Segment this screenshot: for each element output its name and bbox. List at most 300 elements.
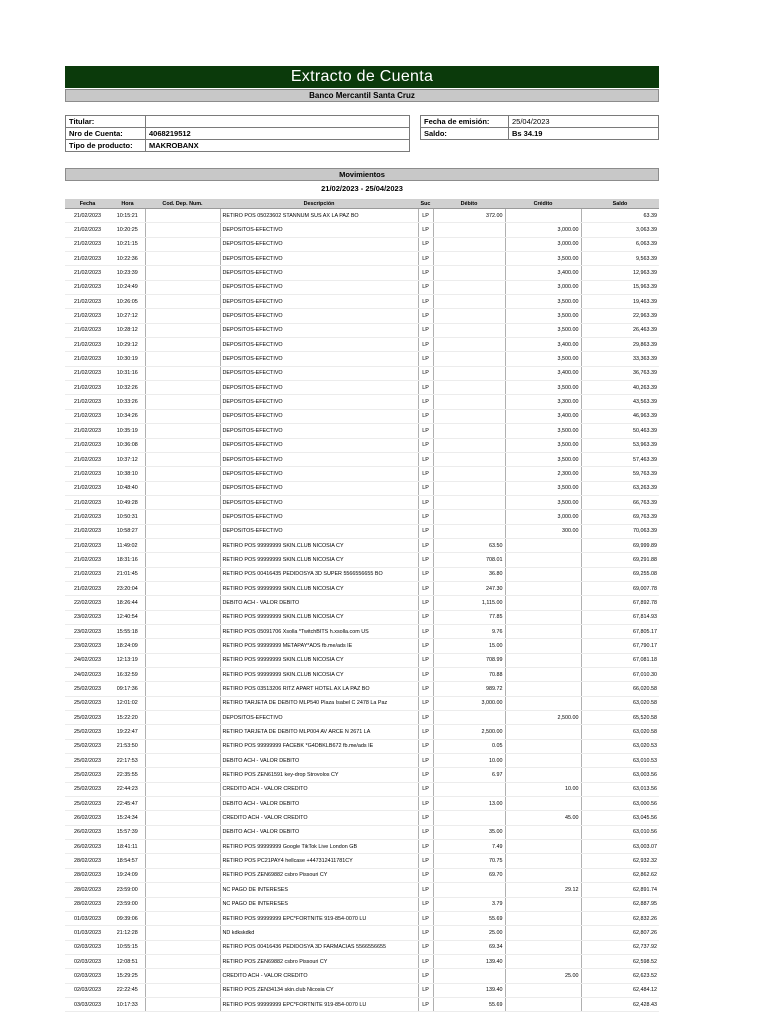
cell-fecha: 28/02/2023 (65, 883, 110, 897)
cell-descripcion: RETIRO POS ZEN69882 csbro Pissouri CY (220, 954, 418, 968)
table-row (65, 309, 659, 323)
cell-cod-dep (145, 610, 220, 624)
cell-cod-dep (145, 538, 220, 552)
cell-hora: 19:22:47 (110, 725, 145, 739)
cell-debito (433, 495, 505, 509)
cell-fecha: 21/02/2023 (65, 252, 110, 266)
cell-descripcion: DEPOSITOS-EFECTIVO (220, 409, 418, 423)
cell-hora: 12:40:54 (110, 610, 145, 624)
cell-debito (433, 883, 505, 897)
table-row (65, 252, 659, 266)
cell-cod-dep (145, 280, 220, 294)
cell-debito (433, 295, 505, 309)
table-row (65, 409, 659, 423)
cell-descripcion: DEPOSITOS-EFECTIVO (220, 524, 418, 538)
cell-cod-dep (145, 696, 220, 710)
table-row (65, 840, 659, 854)
cell-credito (505, 682, 581, 696)
product-type-value: MAKROBANX (146, 140, 410, 152)
cell-cod-dep (145, 825, 220, 839)
cell-credito: 3,500.00 (505, 438, 581, 452)
cell-hora: 12:13:19 (110, 653, 145, 667)
cell-suc: LP (418, 424, 433, 438)
cell-fecha: 24/02/2023 (65, 668, 110, 682)
cell-credito: 3,400.00 (505, 366, 581, 380)
cell-debito (433, 438, 505, 452)
cell-saldo: 67,892.78 (581, 596, 659, 610)
table-row (65, 926, 659, 940)
cell-suc: LP (418, 940, 433, 954)
cell-cod-dep (145, 624, 220, 638)
cell-suc: LP (418, 467, 433, 481)
cell-fecha: 23/02/2023 (65, 639, 110, 653)
cell-debito (433, 366, 505, 380)
cell-credito: 3,500.00 (505, 481, 581, 495)
bank-name: Banco Mercantil Santa Cruz (65, 89, 659, 102)
cell-suc: LP (418, 553, 433, 567)
cell-suc: LP (418, 352, 433, 366)
cell-suc: LP (418, 538, 433, 552)
cell-fecha: 21/02/2023 (65, 395, 110, 409)
cell-descripcion: DEPOSITOS-EFECTIVO (220, 495, 418, 509)
table-row (65, 467, 659, 481)
cell-hora: 10:35:19 (110, 424, 145, 438)
col-credito: Crédito (505, 199, 581, 209)
cell-cod-dep (145, 395, 220, 409)
table-row (65, 280, 659, 294)
cell-descripcion: DEPOSITOS-EFECTIVO (220, 352, 418, 366)
cell-hora: 10:34:26 (110, 409, 145, 423)
cell-hora: 10:55:15 (110, 940, 145, 954)
cell-suc: LP (418, 997, 433, 1011)
cell-fecha: 26/02/2023 (65, 811, 110, 825)
cell-fecha: 21/02/2023 (65, 538, 110, 552)
cell-hora: 11:49:02 (110, 538, 145, 552)
cell-saldo: 67,790.17 (581, 639, 659, 653)
table-row (65, 868, 659, 882)
cell-suc: LP (418, 237, 433, 251)
cell-cod-dep (145, 911, 220, 925)
cell-saldo: 63,010.53 (581, 754, 659, 768)
cell-cod-dep (145, 782, 220, 796)
col-debito: Débito (433, 199, 505, 209)
col-suc: Suc (418, 199, 433, 209)
cell-saldo: 63.39 (581, 209, 659, 223)
cell-credito (505, 538, 581, 552)
table-row (65, 883, 659, 897)
cell-saldo: 62,737.92 (581, 940, 659, 954)
cell-credito: 3,500.00 (505, 452, 581, 466)
cell-hora: 10:49:28 (110, 495, 145, 509)
cell-cod-dep (145, 739, 220, 753)
cell-hora: 22:45:47 (110, 797, 145, 811)
cell-hora: 10:15:21 (110, 209, 145, 223)
cell-suc: LP (418, 624, 433, 638)
table-row (65, 911, 659, 925)
cell-hora: 10:37:12 (110, 452, 145, 466)
cell-fecha: 21/02/2023 (65, 524, 110, 538)
cell-saldo: 62,891.74 (581, 883, 659, 897)
titular-value (146, 116, 410, 128)
col-descripcion: Descripción (220, 199, 418, 209)
table-row (65, 668, 659, 682)
table-row (65, 768, 659, 782)
cell-saldo: 70,063.39 (581, 524, 659, 538)
cell-debito (433, 395, 505, 409)
cell-suc: LP (418, 854, 433, 868)
cell-suc: LP (418, 668, 433, 682)
cell-suc: LP (418, 295, 433, 309)
table-header-row (65, 199, 659, 209)
cell-descripcion: DEPOSITOS-EFECTIVO (220, 266, 418, 280)
cell-cod-dep (145, 467, 220, 481)
cell-hora: 09:39:06 (110, 911, 145, 925)
cell-suc: LP (418, 510, 433, 524)
statement-title: Extracto de Cuenta (65, 66, 659, 88)
cell-fecha: 22/02/2023 (65, 596, 110, 610)
cell-saldo: 33,363.39 (581, 352, 659, 366)
transactions-body (65, 209, 659, 1012)
cell-descripcion: RETIRO POS 99999999 SKIN.CLUB NICOSIA CY (220, 653, 418, 667)
cell-hora: 18:41:11 (110, 840, 145, 854)
cell-descripcion: DEPOSITOS-EFECTIVO (220, 467, 418, 481)
cell-suc: LP (418, 266, 433, 280)
cell-cod-dep (145, 969, 220, 983)
cell-hora: 10:28:12 (110, 323, 145, 337)
cell-saldo: 62,598.52 (581, 954, 659, 968)
cell-fecha: 25/02/2023 (65, 725, 110, 739)
cell-cod-dep (145, 997, 220, 1011)
cell-credito: 3,500.00 (505, 252, 581, 266)
cell-credito (505, 581, 581, 595)
cell-cod-dep (145, 897, 220, 911)
cell-debito: 1,115.00 (433, 596, 505, 610)
cell-suc: LP (418, 209, 433, 223)
cell-saldo: 63,010.56 (581, 825, 659, 839)
cell-debito (433, 223, 505, 237)
cell-descripcion: DEPOSITOS-EFECTIVO (220, 381, 418, 395)
table-row (65, 782, 659, 796)
cell-descripcion: DEBITO ACH - VALOR DEBITO (220, 797, 418, 811)
cell-descripcion: DEPOSITOS-EFECTIVO (220, 452, 418, 466)
cell-suc: LP (418, 983, 433, 997)
cell-debito (433, 711, 505, 725)
cell-suc: LP (418, 911, 433, 925)
cell-credito: 3,500.00 (505, 352, 581, 366)
cell-debito: 708.99 (433, 653, 505, 667)
cell-debito (433, 467, 505, 481)
cell-fecha: 21/02/2023 (65, 409, 110, 423)
cell-cod-dep (145, 424, 220, 438)
cell-saldo: 62,862.62 (581, 868, 659, 882)
cell-fecha: 26/02/2023 (65, 825, 110, 839)
cell-saldo: 53,963.39 (581, 438, 659, 452)
cell-cod-dep (145, 309, 220, 323)
cell-saldo: 63,020.58 (581, 696, 659, 710)
cell-cod-dep (145, 725, 220, 739)
cell-hora: 16:32:59 (110, 668, 145, 682)
table-row (65, 223, 659, 237)
cell-suc: LP (418, 696, 433, 710)
cell-descripcion: RETIRO POS 99999999 FACEBK *G4DBKLB672 fb.me/ads IE (220, 739, 418, 753)
cell-suc: LP (418, 969, 433, 983)
cell-hora: 15:57:39 (110, 825, 145, 839)
cell-credito: 29.12 (505, 883, 581, 897)
issue-date-label: Fecha de emisión: (421, 116, 509, 128)
cell-saldo: 12,963.39 (581, 266, 659, 280)
cell-hora: 23:59:00 (110, 883, 145, 897)
cell-saldo: 62,807.26 (581, 926, 659, 940)
cell-hora: 15:29:25 (110, 969, 145, 983)
cell-credito: 3,400.00 (505, 409, 581, 423)
cell-saldo: 63,045.56 (581, 811, 659, 825)
cell-debito: 989.72 (433, 682, 505, 696)
cell-saldo: 69,763.39 (581, 510, 659, 524)
cell-hora: 12:01:02 (110, 696, 145, 710)
cell-debito: 36.80 (433, 567, 505, 581)
cell-credito: 3,500.00 (505, 323, 581, 337)
table-row (65, 639, 659, 653)
cell-hora: 23:20:04 (110, 581, 145, 595)
table-row (65, 338, 659, 352)
cell-fecha: 01/03/2023 (65, 911, 110, 925)
cell-fecha: 21/02/2023 (65, 495, 110, 509)
cell-fecha: 21/02/2023 (65, 581, 110, 595)
cell-descripcion: RETIRO TARJETA DE DEBITO MLP540 Plaza Isabel C 2478 La Paz (220, 696, 418, 710)
cell-saldo: 63,263.39 (581, 481, 659, 495)
cell-credito (505, 624, 581, 638)
cell-descripcion: NC PAGO DE INTERESES (220, 897, 418, 911)
cell-hora: 10:50:31 (110, 510, 145, 524)
cell-descripcion: RETIRO POS 99999999 SKIN.CLUB NICOSIA CY (220, 581, 418, 595)
table-row (65, 323, 659, 337)
cell-saldo: 3,063.39 (581, 223, 659, 237)
cell-debito: 69.34 (433, 940, 505, 954)
cell-fecha: 21/02/2023 (65, 338, 110, 352)
cell-debito: 139.40 (433, 954, 505, 968)
cell-cod-dep (145, 926, 220, 940)
cell-saldo: 67,805.17 (581, 624, 659, 638)
cell-descripcion: RETIRO POS 99999999 METAPAY*ADS fb.me/ads IE (220, 639, 418, 653)
table-row (65, 797, 659, 811)
cell-debito (433, 323, 505, 337)
cell-cod-dep (145, 381, 220, 395)
cell-debito (433, 524, 505, 538)
cell-credito: 3,500.00 (505, 295, 581, 309)
cell-descripcion: DEPOSITOS-EFECTIVO (220, 424, 418, 438)
cell-credito: 25.00 (505, 969, 581, 983)
cell-hora: 22:35:55 (110, 768, 145, 782)
cell-suc: LP (418, 395, 433, 409)
cell-credito (505, 911, 581, 925)
cell-fecha: 21/02/2023 (65, 352, 110, 366)
table-row (65, 969, 659, 983)
cell-hora: 10:33:26 (110, 395, 145, 409)
product-type-label: Tipo de producto: (66, 140, 146, 152)
movements-header: Movimientos (65, 168, 659, 181)
cell-saldo: 36,763.39 (581, 366, 659, 380)
cell-credito (505, 596, 581, 610)
cell-cod-dep (145, 983, 220, 997)
cell-saldo: 69,255.08 (581, 567, 659, 581)
cell-descripcion: RETIRO POS 99999999 SKIN.CLUB NICOSIA CY (220, 538, 418, 552)
cell-debito (433, 481, 505, 495)
cell-suc: LP (418, 653, 433, 667)
cell-suc: LP (418, 610, 433, 624)
table-row (65, 209, 659, 223)
table-row (65, 854, 659, 868)
cell-debito: 55.69 (433, 997, 505, 1011)
cell-cod-dep (145, 768, 220, 782)
cell-hora: 10:23:39 (110, 266, 145, 280)
cell-descripcion: RETIRO POS 05091706 Xsolla *TwitchBITS h.xsolla.com US (220, 624, 418, 638)
cell-fecha: 21/02/2023 (65, 481, 110, 495)
cell-suc: LP (418, 725, 433, 739)
table-row (65, 295, 659, 309)
cell-debito (433, 409, 505, 423)
cell-fecha: 25/02/2023 (65, 739, 110, 753)
cell-cod-dep (145, 252, 220, 266)
cell-debito: 77.85 (433, 610, 505, 624)
cell-fecha: 28/02/2023 (65, 868, 110, 882)
cell-hora: 10:26:05 (110, 295, 145, 309)
cell-debito (433, 811, 505, 825)
cell-cod-dep (145, 754, 220, 768)
cell-credito (505, 209, 581, 223)
cell-cod-dep (145, 711, 220, 725)
cell-suc: LP (418, 338, 433, 352)
cell-credito (505, 825, 581, 839)
cell-cod-dep (145, 940, 220, 954)
cell-cod-dep (145, 668, 220, 682)
cell-descripcion: CREDITO ACH - VALOR CREDITO (220, 969, 418, 983)
cell-saldo: 63,013.56 (581, 782, 659, 796)
cell-hora: 10:21:15 (110, 237, 145, 251)
cell-hora: 22:22:45 (110, 983, 145, 997)
cell-debito (433, 782, 505, 796)
cell-cod-dep (145, 868, 220, 882)
cell-credito (505, 997, 581, 1011)
cell-saldo: 67,814.93 (581, 610, 659, 624)
cell-saldo: 63,020.58 (581, 725, 659, 739)
cell-hora: 21:53:50 (110, 739, 145, 753)
cell-debito: 63.50 (433, 538, 505, 552)
cell-suc: LP (418, 252, 433, 266)
cell-credito (505, 696, 581, 710)
cell-debito: 3.79 (433, 897, 505, 911)
cell-fecha: 24/02/2023 (65, 653, 110, 667)
cell-saldo: 22,963.39 (581, 309, 659, 323)
cell-descripcion: DEPOSITOS-EFECTIVO (220, 711, 418, 725)
cell-fecha: 25/02/2023 (65, 754, 110, 768)
cell-credito (505, 768, 581, 782)
cell-fecha: 21/02/2023 (65, 438, 110, 452)
cell-credito: 3,000.00 (505, 510, 581, 524)
table-row (65, 352, 659, 366)
table-row (65, 983, 659, 997)
cell-fecha: 28/02/2023 (65, 854, 110, 868)
cell-descripcion: DEBITO ACH - VALOR DEBITO (220, 754, 418, 768)
cell-debito (433, 338, 505, 352)
account-info-left (65, 115, 410, 152)
cell-debito (433, 237, 505, 251)
cell-hora: 23:59:00 (110, 897, 145, 911)
cell-credito: 3,000.00 (505, 280, 581, 294)
cell-saldo: 69,007.78 (581, 581, 659, 595)
cell-suc: LP (418, 381, 433, 395)
cell-fecha: 25/02/2023 (65, 797, 110, 811)
cell-credito: 3,000.00 (505, 237, 581, 251)
cell-descripcion: RETIRO POS 99999999 SKIN.CLUB NICOSIA CY (220, 610, 418, 624)
cell-credito: 3,400.00 (505, 338, 581, 352)
cell-fecha: 21/02/2023 (65, 424, 110, 438)
cell-descripcion: RETIRO POS ZEN69882 csbro Pissouri CY (220, 868, 418, 882)
cell-descripcion: RETIRO POS PC21PAY4 hellcase +447312411781CY (220, 854, 418, 868)
cell-fecha: 02/03/2023 (65, 983, 110, 997)
cell-debito: 55.69 (433, 911, 505, 925)
cell-saldo: 26,463.39 (581, 323, 659, 337)
cell-descripcion: RETIRO POS ZEN34134 skin.club Nicosia CY (220, 983, 418, 997)
cell-saldo: 15,963.39 (581, 280, 659, 294)
table-row (65, 653, 659, 667)
cell-hora: 18:24:09 (110, 639, 145, 653)
cell-credito (505, 854, 581, 868)
cell-credito: 3,500.00 (505, 309, 581, 323)
cell-cod-dep (145, 510, 220, 524)
cell-cod-dep (145, 854, 220, 868)
cell-descripcion: RETIRO POS 00416435 PEDIDOSYA 3D SUPER 5566556655 BO (220, 567, 418, 581)
cell-hora: 22:44:23 (110, 782, 145, 796)
cell-credito (505, 840, 581, 854)
cell-descripcion: RETIRO POS 99999999 Google TikTok Live London GB (220, 840, 418, 854)
table-row (65, 811, 659, 825)
cell-fecha: 21/02/2023 (65, 223, 110, 237)
cell-fecha: 23/02/2023 (65, 610, 110, 624)
table-row (65, 452, 659, 466)
issue-date-value: 25/04/2023 (509, 116, 659, 128)
cell-fecha: 26/02/2023 (65, 840, 110, 854)
balance-label: Saldo: (421, 128, 509, 140)
table-row (65, 381, 659, 395)
cell-hora: 10:20:25 (110, 223, 145, 237)
cell-descripcion: RETIRO POS ZEN61591 key-drop Strovolos CY (220, 768, 418, 782)
cell-suc: LP (418, 811, 433, 825)
cell-suc: LP (418, 797, 433, 811)
cell-debito (433, 280, 505, 294)
table-row (65, 366, 659, 380)
cell-debito: 0.05 (433, 739, 505, 753)
cell-debito (433, 309, 505, 323)
cell-credito: 3,000.00 (505, 223, 581, 237)
cell-debito: 2,500.00 (433, 725, 505, 739)
cell-debito: 35.00 (433, 825, 505, 839)
cell-debito: 247.30 (433, 581, 505, 595)
cell-debito: 708.01 (433, 553, 505, 567)
cell-cod-dep (145, 567, 220, 581)
cell-fecha: 21/02/2023 (65, 309, 110, 323)
cell-debito (433, 452, 505, 466)
cell-credito (505, 797, 581, 811)
cell-suc: LP (418, 711, 433, 725)
table-row (65, 424, 659, 438)
cell-cod-dep (145, 653, 220, 667)
cell-descripcion: DEPOSITOS-EFECTIVO (220, 481, 418, 495)
cell-debito: 13.00 (433, 797, 505, 811)
cell-hora: 15:55:18 (110, 624, 145, 638)
cell-saldo: 9,563.39 (581, 252, 659, 266)
table-row (65, 897, 659, 911)
cell-suc: LP (418, 223, 433, 237)
